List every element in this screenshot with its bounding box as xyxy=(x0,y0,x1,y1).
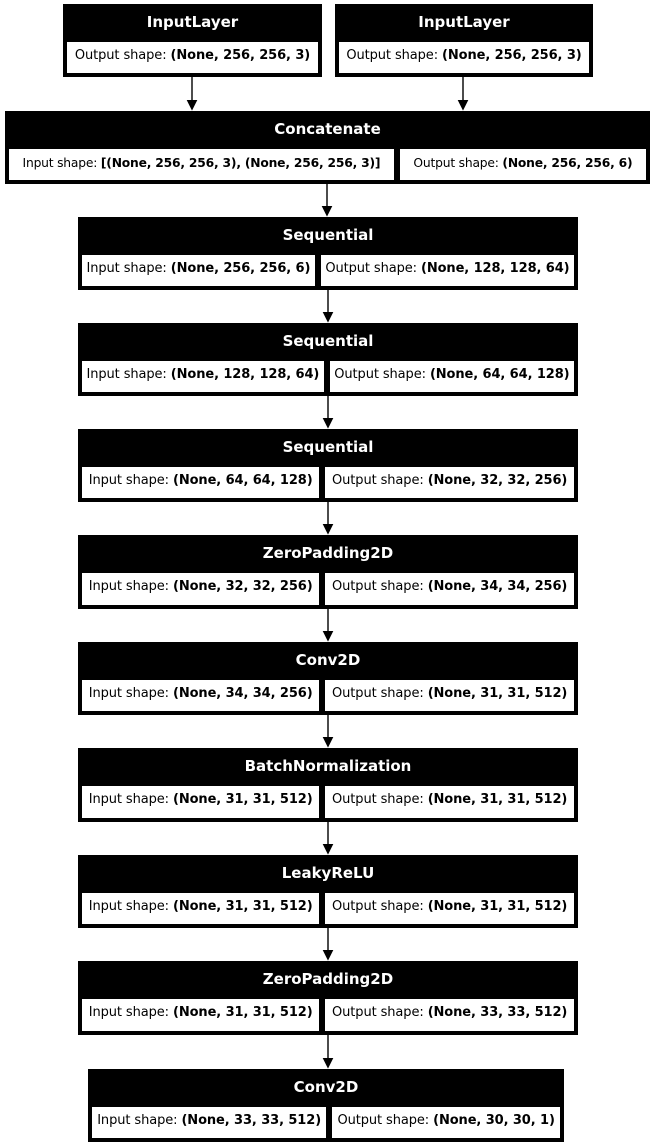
input-shape-value: [(None, 256, 256, 3), (None, 256, 256, 3)] xyxy=(100,156,381,170)
node-inputlayer-1 xyxy=(63,4,322,77)
input-shape-cell xyxy=(81,360,325,393)
output-shape-cell xyxy=(399,148,647,181)
input-shape-cell xyxy=(81,679,320,712)
layer-type-label: Concatenate xyxy=(274,120,381,138)
output-shape-label: Output shape: xyxy=(346,48,438,63)
output-shape-value: (None, 32, 32, 256) xyxy=(427,473,568,488)
input-shape-cell xyxy=(81,254,316,287)
edge-arrow xyxy=(324,822,333,854)
output-shape-value: (None, 31, 31, 512) xyxy=(427,686,568,701)
node-sequential-2 xyxy=(78,323,578,396)
edge-arrow xyxy=(324,928,333,960)
edge-arrow xyxy=(324,502,333,534)
output-shape-value: (None, 31, 31, 512) xyxy=(427,792,568,807)
input-shape-label: Input shape: xyxy=(88,579,169,594)
node-zeropadding2d-2 xyxy=(78,961,578,1035)
input-shape-cell xyxy=(8,148,395,181)
output-shape-cell xyxy=(320,254,575,287)
output-shape-label: Output shape: xyxy=(332,792,424,807)
input-shape-cell xyxy=(81,466,320,499)
input-shape-value: (None, 64, 64, 128) xyxy=(172,473,313,488)
input-shape-cell xyxy=(81,785,320,819)
output-shape-label: Output shape: xyxy=(332,899,424,914)
input-shape-label: Input shape: xyxy=(88,792,169,807)
edge-arrow xyxy=(324,609,333,641)
edge-arrow xyxy=(324,1035,333,1068)
input-shape-label: Input shape: xyxy=(97,1113,178,1128)
input-shape-cell xyxy=(81,998,320,1032)
node-inputlayer-2 xyxy=(335,4,593,77)
input-shape-label: Input shape: xyxy=(86,261,167,276)
input-shape-value: (None, 31, 31, 512) xyxy=(172,792,313,807)
input-shape-value: (None, 31, 31, 512) xyxy=(172,1005,313,1020)
input-shape-value: (None, 256, 256, 6) xyxy=(170,261,311,276)
layer-type-label: Conv2D xyxy=(295,651,361,669)
output-shape-label: Output shape: xyxy=(332,686,424,701)
output-shape-label: Output shape: xyxy=(332,473,424,488)
input-shape-value: (None, 33, 33, 512) xyxy=(181,1113,322,1128)
output-shape-label: Output shape: xyxy=(74,48,167,63)
input-shape-value: (None, 32, 32, 256) xyxy=(172,579,313,594)
node-conv2d-1 xyxy=(78,642,578,715)
layer-type-label: Sequential xyxy=(282,438,374,456)
output-shape-cell xyxy=(338,41,590,74)
output-shape-value: (None, 34, 34, 256) xyxy=(427,579,568,594)
output-shape-value: (None, 256, 256, 3) xyxy=(170,48,311,63)
layer-type-label: ZeroPadding2D xyxy=(262,544,394,562)
layer-type-label: InputLayer xyxy=(418,13,510,31)
node-batchnormalization xyxy=(78,748,578,822)
layer-type-label: ZeroPadding2D xyxy=(262,970,394,988)
output-shape-cell xyxy=(324,785,575,819)
input-shape-label: Input shape: xyxy=(88,473,169,488)
input-shape-cell xyxy=(81,892,320,925)
output-shape-value: (None, 256, 256, 3) xyxy=(442,48,582,63)
edge-arrow xyxy=(323,184,332,216)
node-conv2d-2 xyxy=(88,1069,564,1142)
input-shape-label: Input shape: xyxy=(88,899,169,914)
output-shape-cell xyxy=(324,679,575,712)
layer-type-label: Sequential xyxy=(282,332,374,350)
input-shape-value: (None, 128, 128, 64) xyxy=(170,367,320,382)
node-leakyrelu xyxy=(78,855,578,928)
node-concatenate xyxy=(5,111,650,184)
output-shape-value: (None, 30, 30, 1) xyxy=(433,1113,555,1128)
node-sequential-3 xyxy=(78,429,578,502)
layer-type-label: InputLayer xyxy=(146,13,239,31)
layer-type-label: BatchNormalization xyxy=(244,757,412,775)
output-shape-cell xyxy=(66,41,319,74)
output-shape-value: (None, 256, 256, 6) xyxy=(502,156,633,170)
input-shape-value: (None, 31, 31, 512) xyxy=(172,899,313,914)
output-shape-value: (None, 64, 64, 128) xyxy=(429,367,570,382)
node-sequential-1 xyxy=(78,217,578,290)
layer-type-label: Sequential xyxy=(282,226,374,244)
node-zeropadding2d-1 xyxy=(78,535,578,609)
output-shape-cell xyxy=(329,360,575,393)
output-shape-cell xyxy=(331,1106,561,1139)
output-shape-label: Output shape: xyxy=(413,156,499,170)
output-shape-cell xyxy=(324,998,575,1032)
input-shape-label: Input shape: xyxy=(88,1005,169,1020)
input-shape-cell xyxy=(81,572,320,606)
output-shape-label: Output shape: xyxy=(332,579,424,594)
input-shape-label: Input shape: xyxy=(86,367,167,382)
edge-arrow xyxy=(459,77,468,110)
output-shape-cell xyxy=(324,892,575,925)
output-shape-value: (None, 33, 33, 512) xyxy=(427,1005,568,1020)
output-shape-value: (None, 128, 128, 64) xyxy=(420,261,570,276)
output-shape-cell xyxy=(324,572,575,606)
edge-arrow xyxy=(324,290,333,322)
input-shape-label: Input shape: xyxy=(22,156,98,170)
layer-type-label: Conv2D xyxy=(293,1078,359,1096)
edge-arrow xyxy=(324,396,333,428)
layer-type-label: LeakyReLU xyxy=(281,864,375,882)
output-shape-label: Output shape: xyxy=(334,367,426,382)
output-shape-label: Output shape: xyxy=(325,261,417,276)
output-shape-value: (None, 31, 31, 512) xyxy=(427,899,568,914)
edge-arrow xyxy=(324,715,333,747)
output-shape-cell xyxy=(324,466,575,499)
output-shape-label: Output shape: xyxy=(337,1113,430,1128)
input-shape-cell xyxy=(91,1106,327,1139)
input-shape-label: Input shape: xyxy=(88,686,169,701)
output-shape-label: Output shape: xyxy=(332,1005,424,1020)
edge-arrow xyxy=(188,77,197,110)
input-shape-value: (None, 34, 34, 256) xyxy=(172,686,313,701)
